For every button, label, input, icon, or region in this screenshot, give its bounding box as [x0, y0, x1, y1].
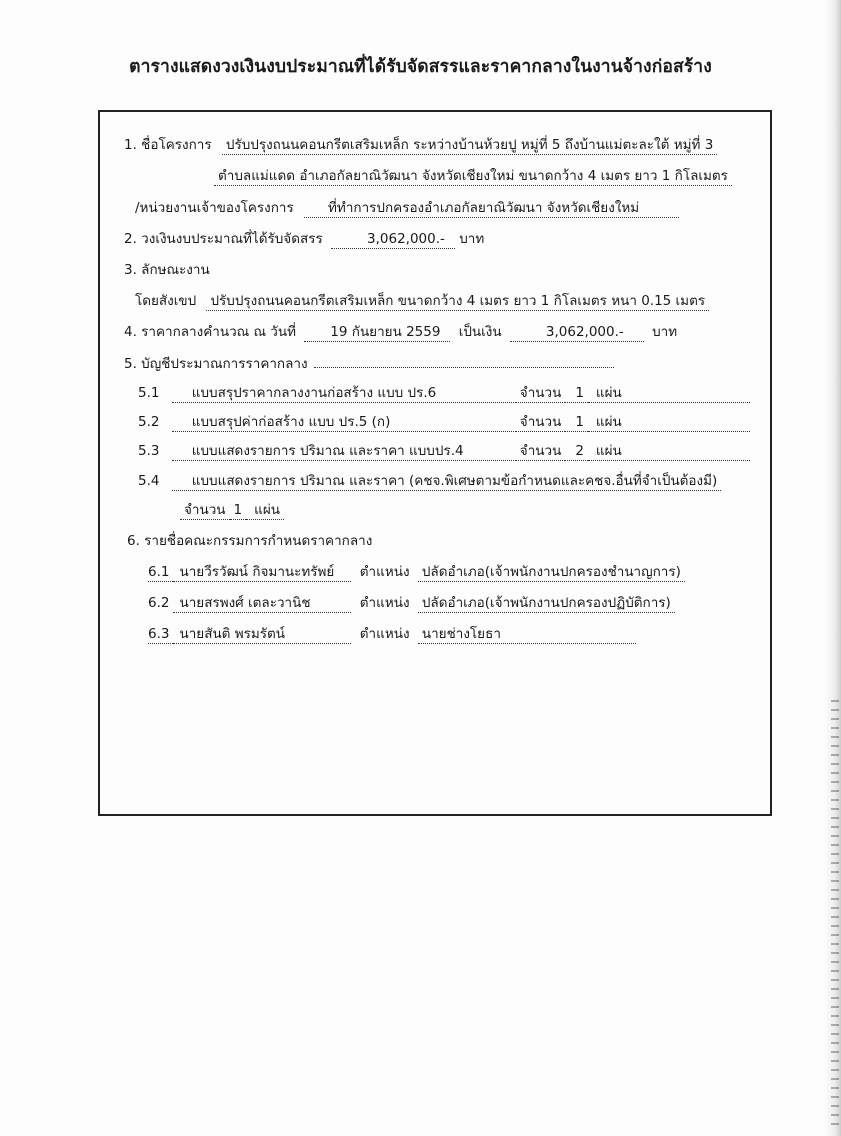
committee-member-position: ปลัดอำเภอ(เจ้าพนักงานปกครองปฏิบัติการ)	[418, 594, 675, 613]
estimate-item-number: 5.3	[138, 443, 160, 459]
committee-position-label: ตำแหน่ง	[359, 595, 410, 611]
project-owner-row	[135, 199, 679, 218]
median-price-unit: บาท	[652, 324, 678, 340]
median-price-date: 19 กันยายน 2559	[304, 323, 450, 342]
committee-member-6-3	[148, 625, 636, 644]
estimate-item-number: 5.2	[138, 414, 160, 430]
estimate-item-number: 5.4	[138, 473, 160, 489]
committee-label: 6. รายชื่อคณะกรรมการกำหนดราคากลาง	[127, 533, 373, 549]
estimate-item-number: 5.1	[138, 385, 160, 401]
estimate-item-qty: 1	[565, 384, 588, 403]
median-price-label: 4. ราคากลางคำนวณ ณ วันที่	[124, 324, 296, 340]
committee-member-number: 6.1	[148, 563, 173, 582]
estimate-list-row	[124, 353, 614, 373]
estimate-item-5-2	[138, 413, 750, 432]
estimate-item-unit: แผ่น	[246, 501, 284, 520]
estimate-item-text: แบบแสดงรายการ ปริมาณ และราคา แบบปร.4	[172, 442, 516, 461]
budget-value: 3,062,000.-	[331, 230, 455, 249]
work-summary-label: โดยสังเขป	[135, 293, 197, 309]
committee-position-label: ตำแหน่ง	[359, 564, 410, 580]
estimate-item-qty-label: จำนวน	[516, 413, 566, 432]
committee-member-6-1	[148, 563, 685, 582]
estimate-item-qty-label: จำนวน	[516, 384, 566, 403]
project-name-row-2	[214, 167, 732, 186]
committee-member-name: นายสันติ พรมรัตน์	[173, 625, 351, 644]
estimate-item-5-4-qty-row	[180, 501, 284, 520]
committee-member-number: 6.2	[148, 595, 170, 611]
budget-unit: บาท	[459, 231, 485, 247]
budget-row	[124, 230, 484, 249]
project-name-line1: ปรับปรุงถนนคอนกรีตเสริมเหล็ก ระหว่างบ้านห้วยปู หมู่ที่ 5 ถึงบ้านแม่ตะละใต้ หมู่ที่ 3	[222, 136, 717, 155]
project-owner-value: ที่ทำการปกครองอำเภอกัลยาณิวัฒนา จังหวัดเชียงใหม่	[304, 199, 679, 218]
estimate-item-5-1	[138, 384, 750, 403]
work-summary-row	[135, 292, 709, 311]
budget-label: 2. วงเงินงบประมาณที่ได้รับจัดสรร	[124, 231, 323, 247]
project-name-row	[124, 136, 717, 155]
scan-edge-specks	[831, 700, 839, 1130]
document-title: ตารางแสดงวงเงินงบประมาณที่ได้รับจัดสรรและราคากลางในงานจ้างก่อสร้าง	[129, 57, 712, 77]
work-type-label: 3. ลักษณะงาน	[124, 262, 210, 278]
estimate-item-text: แบบสรุปค่าก่อสร้าง แบบ ปร.5 (ก)	[172, 413, 516, 432]
committee-member-name: นายวีรวัฒน์ กิจมานะทรัพย์	[173, 563, 351, 582]
estimate-item-qty: 1	[565, 413, 588, 432]
estimate-item-text: แบบสรุปราคากลางงานก่อสร้าง แบบ ปร.6	[172, 384, 516, 403]
project-owner-label: /หน่วยงานเจ้าของโครงการ	[135, 200, 294, 216]
median-price-amount: 3,062,000.-	[510, 323, 644, 342]
committee-member-position: นายช่างโยธา	[418, 625, 636, 644]
estimate-list-label: 5. บัญชีประมาณการราคากลาง	[124, 356, 308, 372]
estimate-item-unit: แผ่น	[588, 384, 750, 403]
median-price-amount-label: เป็นเงิน	[458, 324, 502, 340]
estimate-item-unit: แผ่น	[588, 413, 750, 432]
estimate-item-unit: แผ่น	[588, 442, 750, 461]
committee-member-6-2	[148, 594, 675, 613]
work-summary-value: ปรับปรุงถนนคอนกรีตเสริมเหล็ก ขนาดกว้าง 4 เมตร ยาว 1 กิโลเมตร หนา 0.15 เมตร	[206, 292, 709, 311]
committee-member-name: นายสรพงศ์ เตละวานิช	[173, 594, 351, 613]
committee-member-position: ปลัดอำเภอ(เจ้าพนักงานปกครองชำนาญการ)	[418, 563, 685, 582]
estimate-list-fill	[314, 353, 614, 368]
project-name-label: 1. ชื่อโครงการ	[124, 137, 212, 153]
median-price-row	[124, 323, 677, 342]
project-name-line2: ตำบลแม่แดด อำเภอกัลยาณิวัฒนา จังหวัดเชียงใหม่ ขนาดกว้าง 4 เมตร ยาว 1 กิโลเมตร	[214, 167, 732, 186]
estimate-item-qty-label: จำนวน	[180, 501, 230, 520]
estimate-item-qty: 2	[565, 442, 588, 461]
estimate-item-qty-label: จำนวน	[516, 442, 566, 461]
estimate-item-qty: 1	[230, 501, 247, 520]
committee-member-number: 6.3	[148, 625, 173, 644]
estimate-item-5-4	[138, 472, 721, 491]
estimate-item-5-3	[138, 442, 750, 461]
estimate-item-text: แบบแสดงรายการ ปริมาณ และราคา (คชจ.พิเศษตามข้อกำหนดและคชจ.อื่นที่จำเป็นต้องมี)	[172, 472, 722, 491]
committee-position-label: ตำแหน่ง	[359, 626, 410, 642]
